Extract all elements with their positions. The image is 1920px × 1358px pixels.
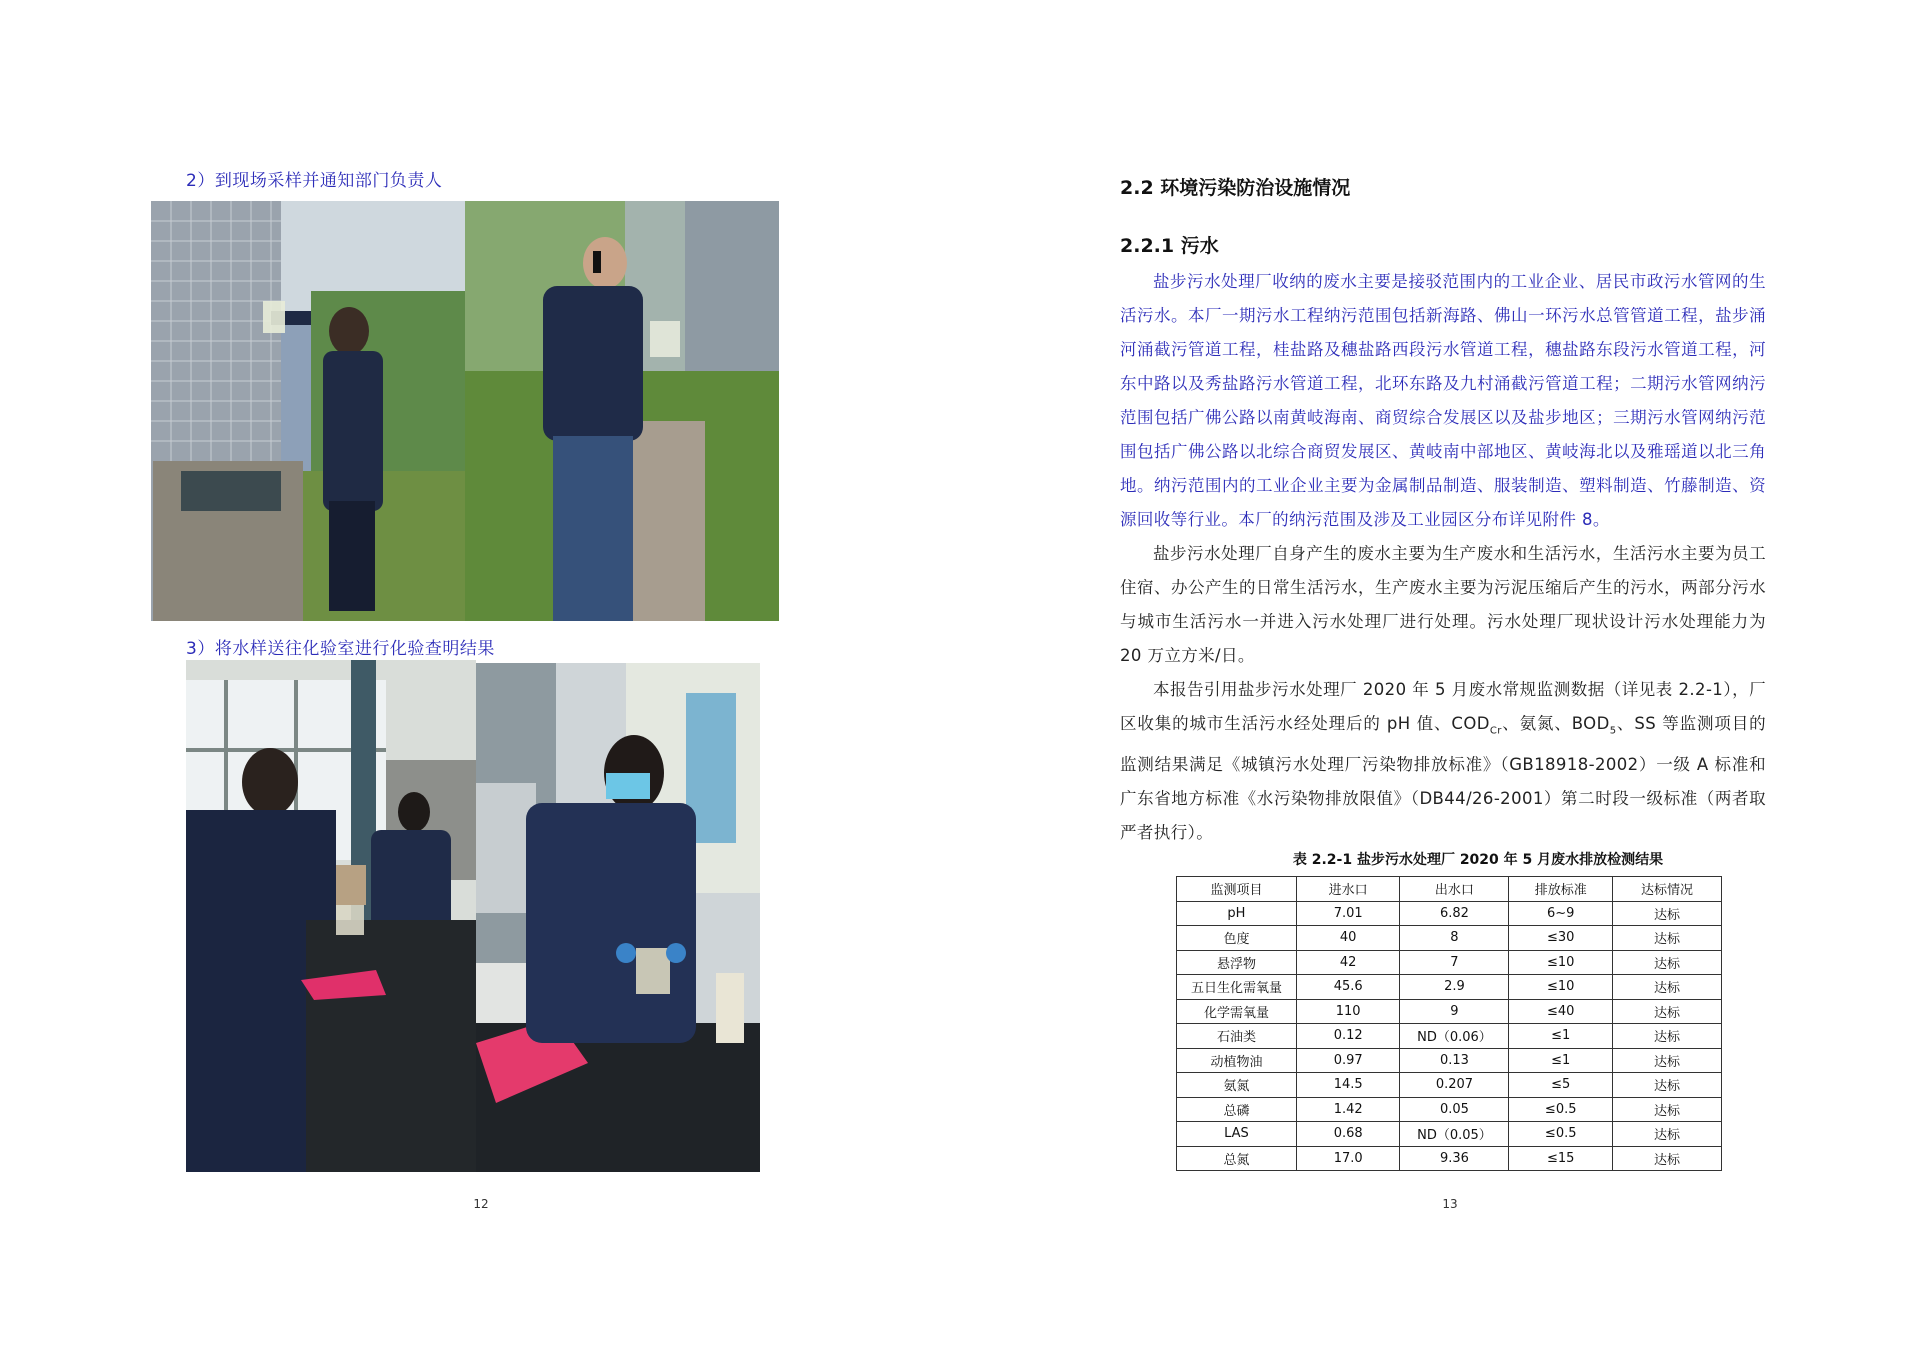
table-cell: 8 [1400,926,1509,951]
table-cell: 0.13 [1400,1048,1509,1073]
table-cell: 42 [1296,950,1400,975]
subscript-cr: Cr [1489,725,1502,737]
table-header-row [1177,877,1722,902]
table-cell-item: 氨氮 [1177,1073,1297,1098]
table-cell: 9 [1400,999,1509,1024]
paragraph-monitoring [1120,673,1766,850]
table-row [1177,1048,1722,1073]
caption-step-3: 3）将水样送往化验室进行化验查明结果 [186,639,495,659]
table-cell: 达标 [1612,1097,1721,1122]
table-cell-item: LAS [1177,1122,1297,1147]
photo-lab-analysis [476,663,760,1172]
table-cell: ≤5 [1509,1073,1613,1098]
table-cell: 110 [1296,999,1400,1024]
photo-man-on-phone-with-beaker [465,201,779,621]
table-body [1177,901,1722,1171]
table-cell: 0.12 [1296,1024,1400,1049]
table-cell-item: 悬浮物 [1177,950,1297,975]
table-cell: 达标 [1612,926,1721,951]
paragraph-monitoring-text [1120,673,1766,850]
photo-sampling-at-tank [151,201,465,621]
table-cell: 达标 [1612,1048,1721,1073]
page-number-left: 12 [473,1197,489,1211]
table-cell: ≤1 [1509,1048,1613,1073]
table-cell: 达标 [1612,999,1721,1024]
header-cell: 监测项目 [1177,877,1297,902]
para3-part-a: 本报告引用盐步污水处理厂 2020 年 5 月废水常规监测数据（详见表 2.2-1），厂区收集的城市生活污水经处理后的 pH 值、COD [1120,680,1766,733]
table-row [1177,1146,1722,1171]
table-cell: 达标 [1612,1122,1721,1147]
table-cell: ≤10 [1509,950,1613,975]
table-cell: ND（0.05） [1400,1122,1509,1147]
table-cell: 达标 [1612,975,1721,1000]
table-cell: 6.82 [1400,901,1509,926]
table-cell: 0.97 [1296,1048,1400,1073]
paragraph-self-wastewater [1120,537,1766,673]
table-cell-item: 五日生化需氧量 [1177,975,1297,1000]
table-cell-item: 石油类 [1177,1024,1297,1049]
table-cell: 达标 [1612,1073,1721,1098]
table-cell-item: 动植物油 [1177,1048,1297,1073]
table-row [1177,1024,1722,1049]
paragraph-coverage [1120,265,1766,537]
table-cell: 6~9 [1509,901,1613,926]
table-cell: 1.42 [1296,1097,1400,1122]
table-cell: ≤10 [1509,975,1613,1000]
table-row [1177,1073,1722,1098]
header-cell: 出水口 [1400,877,1509,902]
table-cell: 7.01 [1296,901,1400,926]
table-cell: 45.6 [1296,975,1400,1000]
header-cell: 达标情况 [1612,877,1721,902]
table-cell-item: pH [1177,901,1297,926]
table-cell: 7 [1400,950,1509,975]
table-cell: 达标 [1612,901,1721,926]
caption-step-2: 2）到现场采样并通知部门负责人 [186,171,443,191]
page-number-right: 13 [1442,1197,1458,1211]
table-cell: 9.36 [1400,1146,1509,1171]
paragraph-coverage-text: 盐步污水处理厂收纳的废水主要是接驳范围内的工业企业、居民市政污水管网的生活污水。本厂一期污水工程纳污范围包括新海路、佛山一环污水总管管道工程，盐步涌河涌截污管道工程，桂盐路及穗盐路西段污水管道工程，穗盐路东段污水管道工程，河东中路以及秀盐路污水管道工程，北环东路及九村涌截污管道工程；二期污水管网纳污范围包括广佛公路以南黄岐海南、商贸综合发展区以及盐步地区；三期污水管网纳污范围包括广佛公路以北综合商贸发展区、黄岐南中部地区、黄岐海北以及雅瑶道以北三角地。纳污范围内的工业企业主要为金属制品制造、服装制造、塑料制造、竹藤制造、资源回收等行业。本厂的纳污范围及涉及工业园区分布详见附件 8。 [1120,272,1766,529]
header-cell: 排放标准 [1509,877,1613,902]
table-cell: ≤0.5 [1509,1122,1613,1147]
subscript-5: 5 [1609,725,1617,737]
paragraph-self-wastewater-text: 盐步污水处理厂自身产生的废水主要为生产废水和生活污水，生活污水主要为员工住宿、办公产生的日常生活污水，生产废水主要为污泥压缩后产生的污水，两部分污水与城市生活污水一并进入污水处理厂进行处理。污水处理厂现状设计污水处理能力为 20 万立方米/日。 [1120,544,1766,665]
table-row [1177,926,1722,951]
table-row [1177,1097,1722,1122]
table-cell: ≤15 [1509,1146,1613,1171]
table-cell: ≤40 [1509,999,1613,1024]
table-cell-item: 色度 [1177,926,1297,951]
table-cell: 2.9 [1400,975,1509,1000]
table-cell-item: 总磷 [1177,1097,1297,1122]
para3-part-c: 、SS 等监测项目的监测结果满足《城镇污水处理厂污染物排放标准》（GB18918-2002）一级 A 标准和广东省地方标准《水污染物排放限值》（DB44/26-2001）第二时段一级标准（两者取严者执行）。 [1120,714,1766,843]
table-cell: 14.5 [1296,1073,1400,1098]
table-row [1177,975,1722,1000]
table-cell: 40 [1296,926,1400,951]
section-title: 2.2 环境污染防治设施情况 [1120,177,1351,199]
table-cell: 达标 [1612,950,1721,975]
table-cell: 达标 [1612,1024,1721,1049]
header-cell: 进水口 [1296,877,1400,902]
table-cell: ≤1 [1509,1024,1613,1049]
table-cell: 达标 [1612,1146,1721,1171]
table-cell-item: 化学需氧量 [1177,999,1297,1024]
table-cell: ≤30 [1509,926,1613,951]
table-row [1177,950,1722,975]
table-cell: 0.68 [1296,1122,1400,1147]
table-cell: 0.207 [1400,1073,1509,1098]
table-title: 表 2.2-1 盐步污水处理厂 2020 年 5 月废水排放检测结果 [1292,852,1664,868]
table-cell-item: 总氮 [1177,1146,1297,1171]
table-cell: ND（0.06） [1400,1024,1509,1049]
table-cell: 0.05 [1400,1097,1509,1122]
results-table [1176,876,1722,1171]
subsection-title: 2.2.1 污水 [1120,235,1219,257]
table-row [1177,901,1722,926]
photo-lab-handover [186,660,476,1172]
table-row [1177,999,1722,1024]
para3-part-b: 、氨氮、BOD [1501,714,1610,733]
table-cell: ≤0.5 [1509,1097,1613,1122]
table-cell: 17.0 [1296,1146,1400,1171]
table-row [1177,1122,1722,1147]
